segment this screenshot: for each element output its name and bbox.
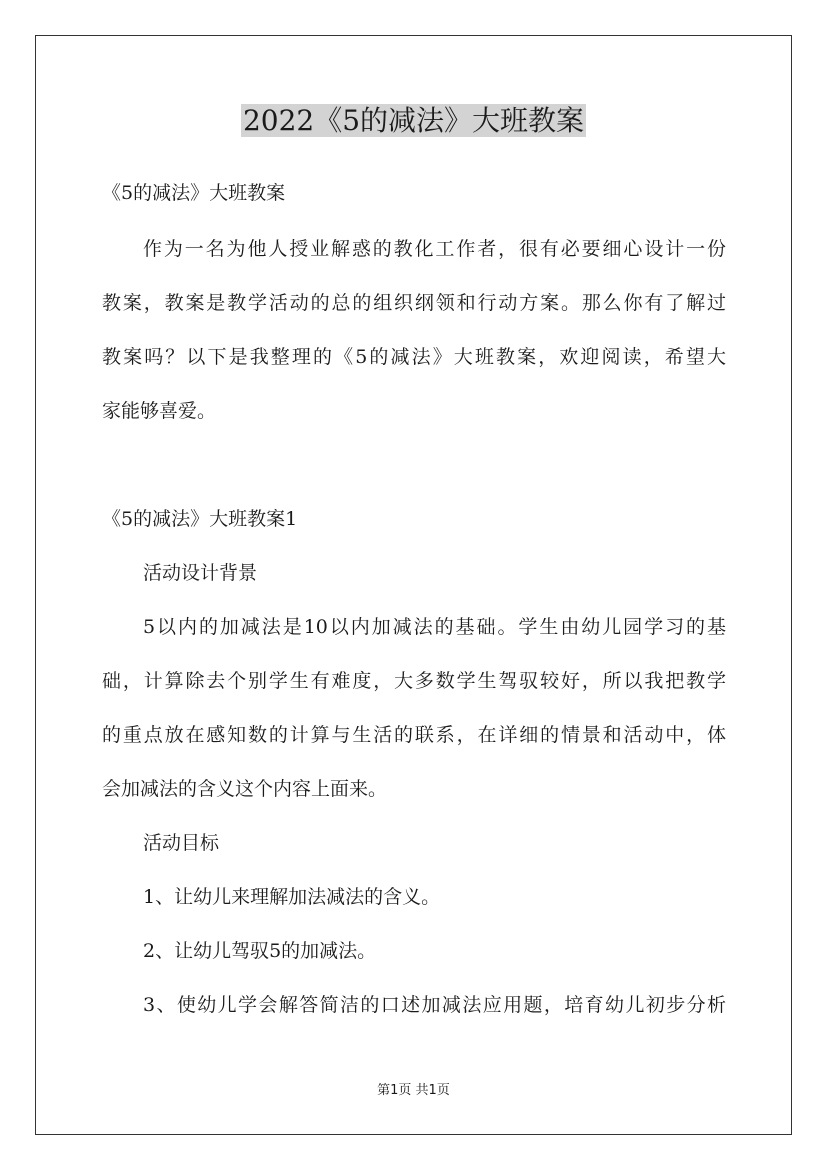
goal-item-3: 3、使幼儿学会解答简洁的口述加减法应用题，培育幼儿初步分析 [143,994,726,1016]
document-subtitle: 《5的减法》大班教案 [102,182,286,204]
background-line-4: 会加减法的含义这个内容上面来。 [102,778,388,800]
intro-line-4: 家能够喜爱。 [102,400,217,422]
goals-heading: 活动目标 [143,832,220,854]
goal-item-1: 1、让幼儿来理解加法减法的含义。 [143,886,441,908]
background-line-3: 的重点放在感知数的计算与生活的联系，在详细的情景和活动中，体 [102,724,726,746]
background-heading: 活动设计背景 [143,562,258,584]
intro-line-3: 教案吗？以下是我整理的《5的减法》大班教案，欢迎阅读，希望大 [102,346,726,368]
intro-line-1: 作为一名为他人授业解惑的教化工作者，很有必要细心设计一份 [143,238,726,260]
goal-item-2: 2、让幼儿驾驭5的加减法。 [143,940,377,962]
section-heading: 《5的减法》大班教案1 [102,508,298,530]
background-line-2: 础，计算除去个别学生有难度，大多数学生驾驭较好，所以我把教学 [102,670,726,692]
page-footer: 第1页 共1页 [377,1083,450,1098]
document-title: 2022《5的减法》大班教案 [242,104,585,137]
background-line-1: 5以内的加减法是10以内加减法的基础。学生由幼儿园学习的基 [143,616,726,638]
intro-line-2: 教案，教案是教学活动的总的组织纲领和行动方案。那么你有了解过 [102,292,726,314]
